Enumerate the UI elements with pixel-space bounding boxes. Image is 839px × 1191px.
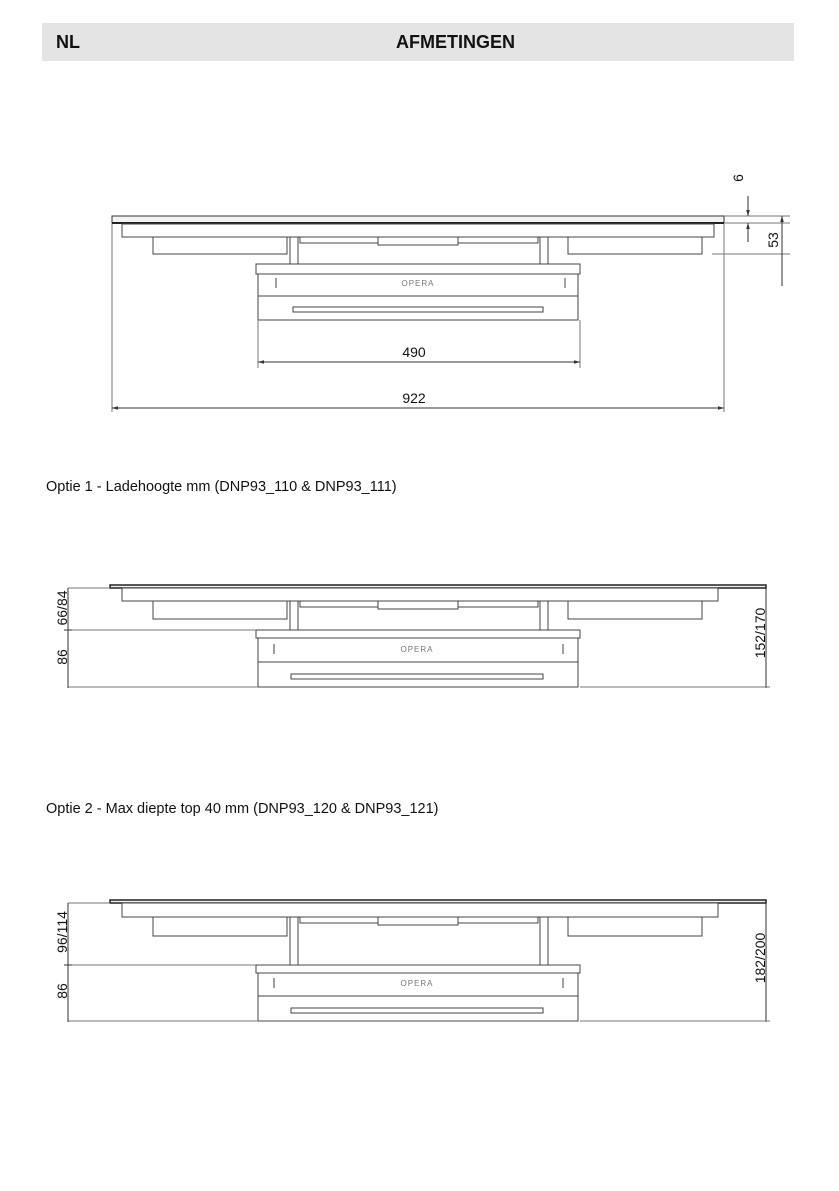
option1-dim-lower: 86 bbox=[54, 649, 70, 665]
option2-drawing bbox=[64, 900, 770, 1022]
figure1-dim-side: 53 bbox=[765, 232, 781, 248]
page-title: AFMETINGEN bbox=[396, 32, 515, 52]
figure1-dim-top: 6 bbox=[730, 174, 746, 182]
language-code: NL bbox=[56, 32, 80, 52]
option1-dim-upper: 66/84 bbox=[54, 590, 70, 626]
option2-dim-lower: 86 bbox=[54, 983, 70, 999]
figure1-drawing bbox=[112, 196, 790, 412]
option2-brand-label: OPERA bbox=[400, 979, 434, 988]
option1-dim-total: 152/170 bbox=[752, 607, 768, 659]
figure1-brand-label: OPERA bbox=[401, 279, 435, 288]
option2-dim-upper: 96/114 bbox=[54, 911, 70, 953]
option2-caption: Optie 2 - Max diepte top 40 mm (DNP93_120 & DNP93_121) bbox=[46, 801, 439, 817]
figure1-dim-inner: 490 bbox=[402, 344, 426, 360]
option1-drawing bbox=[64, 585, 770, 688]
figure1-dim-total: 922 bbox=[402, 390, 426, 406]
option1-caption: Optie 1 - Ladehoogte mm (DNP93_110 & DNP93_111) bbox=[46, 479, 397, 495]
option1-brand-label: OPERA bbox=[400, 645, 434, 654]
option2-dim-total: 182/200 bbox=[752, 932, 768, 984]
